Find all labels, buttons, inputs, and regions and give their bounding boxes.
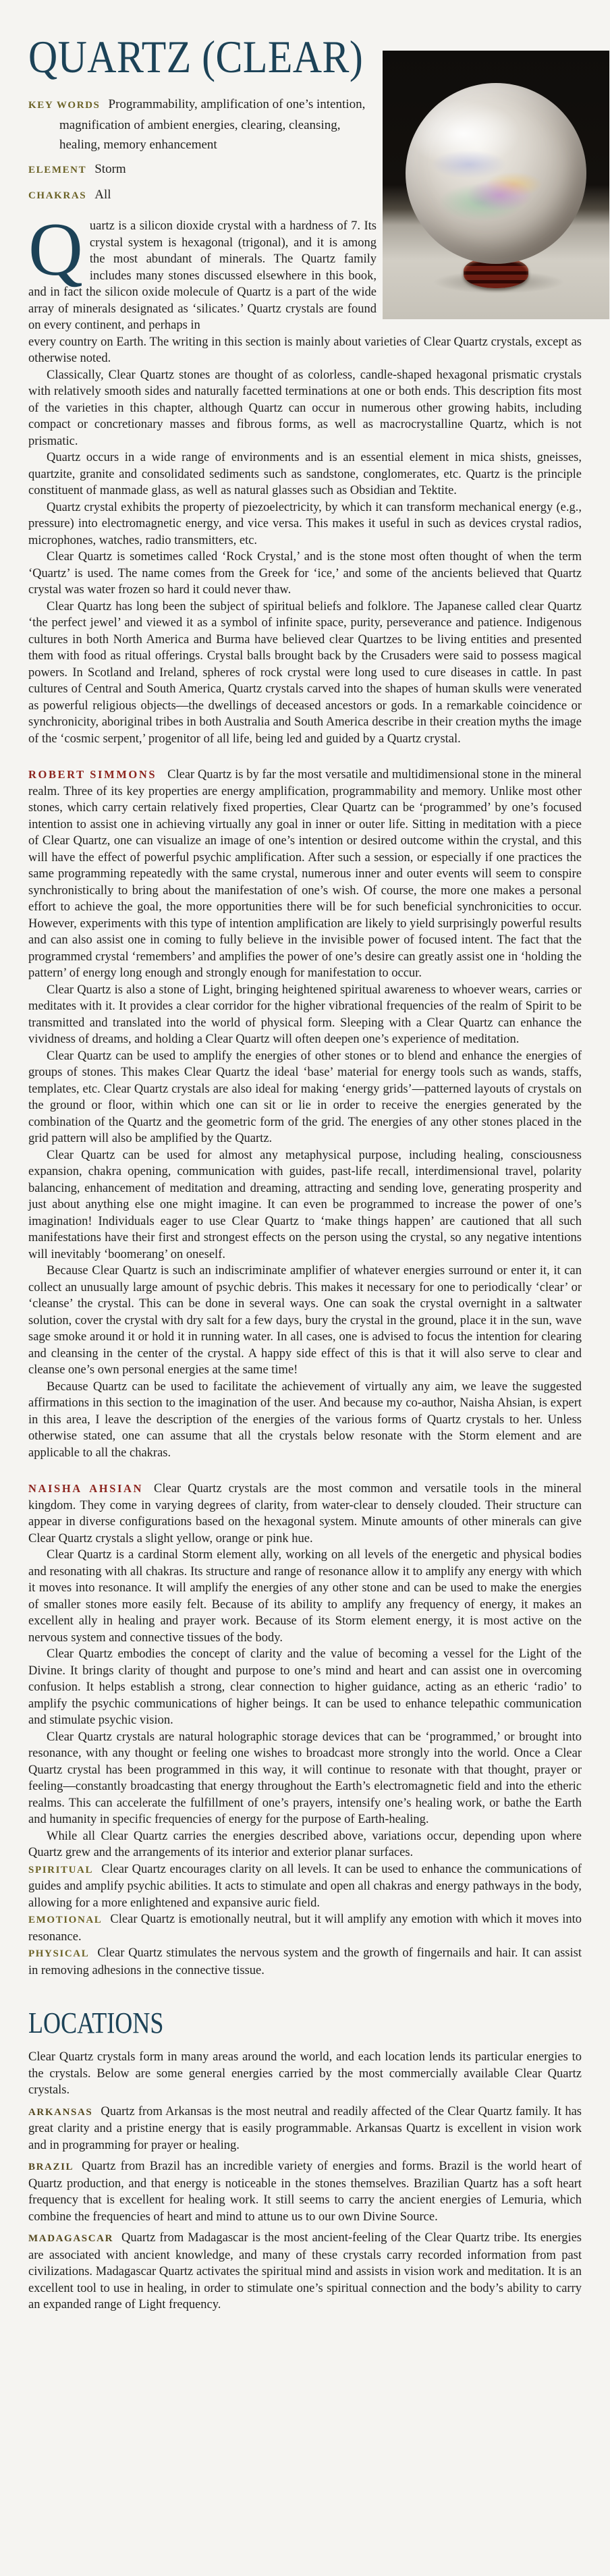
element-value: Storm — [94, 162, 126, 176]
intro-paragraph-5: Clear Quartz is sometimes called ‘Rock Crystal,’ and is the stone most often thought of when the term ‘Quartz’ is used. The name comes from the Greek for ‘ice,’ and some of the ancients believed that Quartz crystal was water frozen so hard it could never thaw. — [28, 550, 582, 597]
chakras-value: All — [94, 188, 111, 202]
robert-simmons-paragraph-4: Clear Quartz can be used for almost any metaphysical purpose, including healing, consciousness expansion, chakra opening, communication with guides, past-life recall, interdimensional travel, polarity balancing, enhancement of meditation and dreaming, attracting and sending love, generating prosperity and just about anything else one might imagine. It can even be programmed to increase the power of one’s imagination! Individuals eager to use Clear Quartz to ‘make things happen’ are cautioned that all such manifestations have their first and strongest effects on the person using the crystal, so any negative intentions will inevitably ‘boomerang’ on oneself. — [28, 1148, 582, 1261]
emotional-label: EMOTIONAL — [28, 1915, 103, 1925]
robert-simmons-section — [28, 767, 582, 1461]
intro-narrow-column — [28, 208, 377, 334]
brazil-label: BRAZIL — [28, 2162, 74, 2172]
spiritual-label: SPIRITUAL — [28, 1864, 94, 1875]
location-madagascar: MADAGASCAR Quartz from Madagascar is the most ancient-feeling of the Clear Quartz tribe. Its energies are associated with ancient knowledge, and many of these crystals carry recorded information from past civilizations. Madagascar Quartz activates the spiritual mind and assists in vision work and meditation. It is an excellent tool to use in healing, in order to stimulate one’s spiritual connection and the body’s ability to carry an expanded range of Light frequency. — [28, 2231, 582, 2311]
naisha-ahsian-paragraph-2: Clear Quartz is a cardinal Storm element ally, working on all levels of the energetic and physical bodies and resonating with all chakras. Its structure and range of resonance allow it to amplify any energy with which it moves into resonance. It will amplify the energies of any other stone and can be used to make the energies of smaller stones more easily felt. Because of its ability to amplify any frequency of energy, it makes an excellent ally in healing and prayer work. Because of its Storm element energy, it is most active on the nervous system and connective tissues of the body. — [28, 1548, 582, 1645]
chakras-row — [28, 185, 377, 206]
aspect-physical: PHYSICAL Clear Quartz stimulates the nervous system and the growth of fingernails and hair. It can assist in removing adhesions in the connective tissue. — [28, 1946, 582, 1977]
locations-intro: Clear Quartz crystals form in many areas around the world, and each location lends its particular energies to the crystals. Below are some general energies carried by the most commercially available Clear Quartz crystals. — [28, 2050, 582, 2097]
keywords-text: Programmability, amplification of one’s intention, magnification of ambient energies, clearing, cleansing, healing, memory enhancement — [59, 97, 366, 152]
photo-crystal-sphere — [406, 83, 586, 264]
aspect-spiritual: SPIRITUAL Clear Quartz encourages clarity on all levels. It can be used to enhance the communications of guides and amplify psychic abilities. It acts to stimulate and open all chakras and energy pathways in the body, allowing for a more enlightened and expansive auric field. — [28, 1862, 582, 1910]
drop-cap: Q — [28, 208, 83, 292]
element-row — [28, 159, 377, 180]
intro-paragraph-3: Quartz occurs in a wide range of environments and is an essential element in mica shists, gneisses, quartzite, granite and consolidated sediments such as sandstone, conglomerates, etc. Quartz is the principle constituent of manmade glass, as well as natural glasses such as Obsidian and Tektite. — [28, 451, 582, 497]
naisha-ahsian-label: NAISHA AHSIAN — [28, 1482, 144, 1495]
quartz-sphere-photo — [383, 51, 609, 319]
naisha-ahsian-paragraph-3: Clear Quartz embodies the concept of clarity and the value of becoming a vessel for the Light of the Divine. It brings clarity of thought and purpose to one’s mind and heart and can assist one in overcoming confusion. It helps establish a strong, clear connection to higher guidance, acting as an etheric ‘radio’ to amplify the psychic communications of higher beings. It can be used to enhance telepathic communication and stimulate psychic vision. — [28, 1647, 582, 1727]
madagascar-label: MADAGASCAR — [28, 2233, 113, 2244]
robert-simmons-paragraph-5: Because Clear Quartz is such an indiscriminate amplifier of whatever energies surround or enter it, it can collect an unusually large amount of psychic debris. This makes it necessary for one to periodically ‘clear’ or ‘cleanse’ the crystal. This can be done in several ways. One can soak the crystal overnight in a saltwater solution, cover the crystal with dry salt for a few days, bury the crystal in the ground, place it in the sun, wave sage smoke around it or hold it in running water. In all cases, one is advised to focus the intention for clearing and cleansing in the center of the crystal. A happy side effect of this is that it will also serve to clear and cleanse one’s own personal energies at the same time! — [28, 1264, 582, 1377]
physical-label: PHYSICAL — [28, 1948, 90, 1959]
intro-paragraph-1-continued: every country on Earth. The writing in this section is mainly about varieties of Clear Quartz crystals, except as otherwise noted. — [28, 335, 582, 365]
naisha-ahsian-paragraph-5: While all Clear Quartz carries the energies described above, variations occur, depending upon where Quartz grew and the arrangements of its interior and exterior planar surfaces. — [28, 1829, 582, 1859]
location-brazil: BRAZIL Quartz from Brazil has an incredible variety of energies and forms. Brazil is the world heart of Quartz production, and that energy is noticeable in the stones themselves. Brazilian Quartz has a soft heart frequency that is excellent for healing work. It still seems to carry the ancient energies of Lemuria, which combine the frequencies of heart and mind to attune us to our own Divine Source. — [28, 2160, 582, 2224]
keywords-label: KEY WORDS — [28, 100, 101, 111]
robert-simmons-label: ROBERT SIMMONS — [28, 768, 157, 781]
naisha-ahsian-section — [28, 1481, 582, 1861]
robert-simmons-paragraph-3: Clear Quartz can be used to amplify the energies of other stones or to blend and enhance the energies of groups of stones. This makes Clear Quartz the ideal ‘base’ material for energy tools such as wands, staffs, templates, etc. Clear Quartz crystals are also ideal for making ‘energy grids’—patterned layouts of crystals on the ground or floor, within which one can sit or lie in order to receive the energies generated by the combination of the Quartz and the geometric form of the grid. The energies of any other stones placed in the grid pattern will also be amplified by the Quartz. — [28, 1049, 582, 1145]
robert-simmons-paragraph-1: ROBERT SIMMONS Clear Quartz is by far the most versatile and multidimensional stone in the mineral realm. Three of its key properties are energy amplification, programmability and memory. Unlike most other stones, which carry certain relatively fixed properties, Clear Quartz can be ‘programmed’ by one’s focused intention to assist one in achieving virtually any goal in inner or outer life. Sitting in meditation with a piece of Clear Quartz, one can visualize an image of one’s intention or desired outcome within the crystal, and this will have the effect of powerful psychic amplification. After such a session, or especially if one practices the same programming repeatedly with the same crystal, numerous inner and outer events will seem to conspire synchronistically to bring about the manifestation of one’s wish. Of course, the more one makes a personal effort to achieve the goal, the more opportunities there will be for such beneficial synchronicities to occur. However, experiments with this type of intention amplification are likely to yield surprisingly powerful results and can also assist one in coming to fully believe in the invisible power of focused intent. The fact that the programmed crystal ‘remembers’ and amplifies the power of one’s desire can greatly assist one in ‘holding the pattern’ of energy long enough and strongly enough for manifestation to occur. — [28, 768, 582, 980]
robert-simmons-paragraph-2: Clear Quartz is also a stone of Light, bringing heightened spiritual awareness to whoever wears, carries or meditates with it. It provides a clear corridor for the higher vibrational frequencies of the realm of Spirit to be transmitted and translated into the world of physical form. Sleeping with a Clear Quartz can enhance the vividness of dreams, and holding a Clear Quartz will often deepen one’s experience of meditation. — [28, 983, 582, 1046]
naisha-ahsian-paragraph-1: NAISHA AHSIAN Clear Quartz crystals are the most common and versatile tools in the mineral kingdom. They come in varying degrees of clarity, from water-clear to densely clouded. Their structure can appear in diverse configurations based on the hexagonal system. Minute amounts of other minerals can give Clear Quartz crystals a slight yellow, orange or pink hue. — [28, 1482, 582, 1545]
chakras-label: CHAKRAS — [28, 190, 87, 201]
intro-paragraph-1: Quartz is a silicon dioxide crystal with a hardness of 7. Its crystal system is hexagonal (trigonal), and it is among the most abundant of minerals. The Quartz family includes many stones discussed elsewhere in this book, and in fact the silicon oxide molecule of Quartz is a part of the wide array of minerals designated as ‘silicates.’ Quartz crystals are found on every continent, and perhaps in — [28, 208, 377, 332]
intro-paragraph-4: Quartz crystal exhibits the property of piezoelectricity, by which it can transform mechanical energy (e.g., pressure) into electromagnetic energy, and vice versa. This makes it useful in such as devices crystal radios, microphones, watches, radio transmitters, etc. — [28, 500, 582, 547]
robert-simmons-paragraph-6: Because Quartz can be used to facilitate the achievement of virtually any aim, we leave the suggested affirmations in this section to the imagination of the user. And because my co-author, Naisha Ahsian, is expert in this area, I leave the description of the energies of the various forms of Quartz crystals to her. Unless otherwise stated, one can assume that all the crystals below resonate with the Storm element and are applicable to all the chakras. — [28, 1379, 582, 1460]
aspect-emotional: EMOTIONAL Clear Quartz is emotionally neutral, but it will amplify any emotion with which it moves into resonance. — [28, 1913, 582, 1944]
naisha-ahsian-paragraph-4: Clear Quartz crystals are natural holographic storage devices that can be ‘programmed,’ or brought into resonance, with any thought or feeling one wishes to broadcast more strongly into the world. Once a Clear Quartz crystal has been programmed in this way, it will continue to resonate with that thought, prayer or feeling—constantly broadcasting that energy throughout the Earth’s electromagnetic field and into the etheric realms. This can accelerate the fulfillment of one’s prayers, intensify one’s healing work, or bathe the Earth and humanity in specific frequencies of energy for the purpose of Earth-healing. — [28, 1730, 582, 1826]
intro-paragraph-6: Clear Quartz has long been the subject of spiritual beliefs and folklore. The Japanese called clear Quartz ‘the perfect jewel’ and viewed it as a symbol of infinite space, purity, perseverance and patience. Indigenous cultures in both North America and Burma have believed clear Quartzes to be living entities and presented them with food as ritual offerings. Crystal balls brought back by the Crusaders were said to possess magical powers. In Scotland and Ireland, spheres of rock crystal were long used to cure diseases in cattle. In past cultures of Central and South America, Quartz crystals carved into the shapes of human skulls were venerated as powerful religious objects—the dwellings of deceased ancestors or gods. In a remarkable coincidence or synchronicity, aboriginal tribes in both Australia and South America describe in their creation myths the image of the ‘cosmic serpent,’ progenitor of all life, being led and guided by a Quartz crystal. — [28, 599, 582, 746]
location-arkansas: ARKANSAS Quartz from Arkansas is the most neutral and readily affected of the Clear Quartz family. It has great clarity and a pristine energy that is easily programmable. Arkansas Quartz is excellent in vision work and in programming for prayer or healing. — [28, 2104, 582, 2152]
intro-paragraph-2: Classically, Clear Quartz stones are thought of as colorless, candle-shaped hexagonal prismatic crystals with relatively smooth sides and naturally facetted terminations at one or both ends. This description fits most of the varieties in this chapter, although Quartz can occur in numerous other growing habits, including compact or concretionary masses and fibrous forms, as well as macrocrystalline Quartz, which is not prismatic. — [28, 368, 582, 448]
locations-heading: LOCATIONS — [28, 2006, 164, 2039]
keywords-block — [28, 94, 377, 206]
page-title: QUARTZ (CLEAR) — [28, 31, 364, 82]
arkansas-label: ARKANSAS — [28, 2106, 93, 2118]
element-label: ELEMENT — [28, 165, 87, 175]
